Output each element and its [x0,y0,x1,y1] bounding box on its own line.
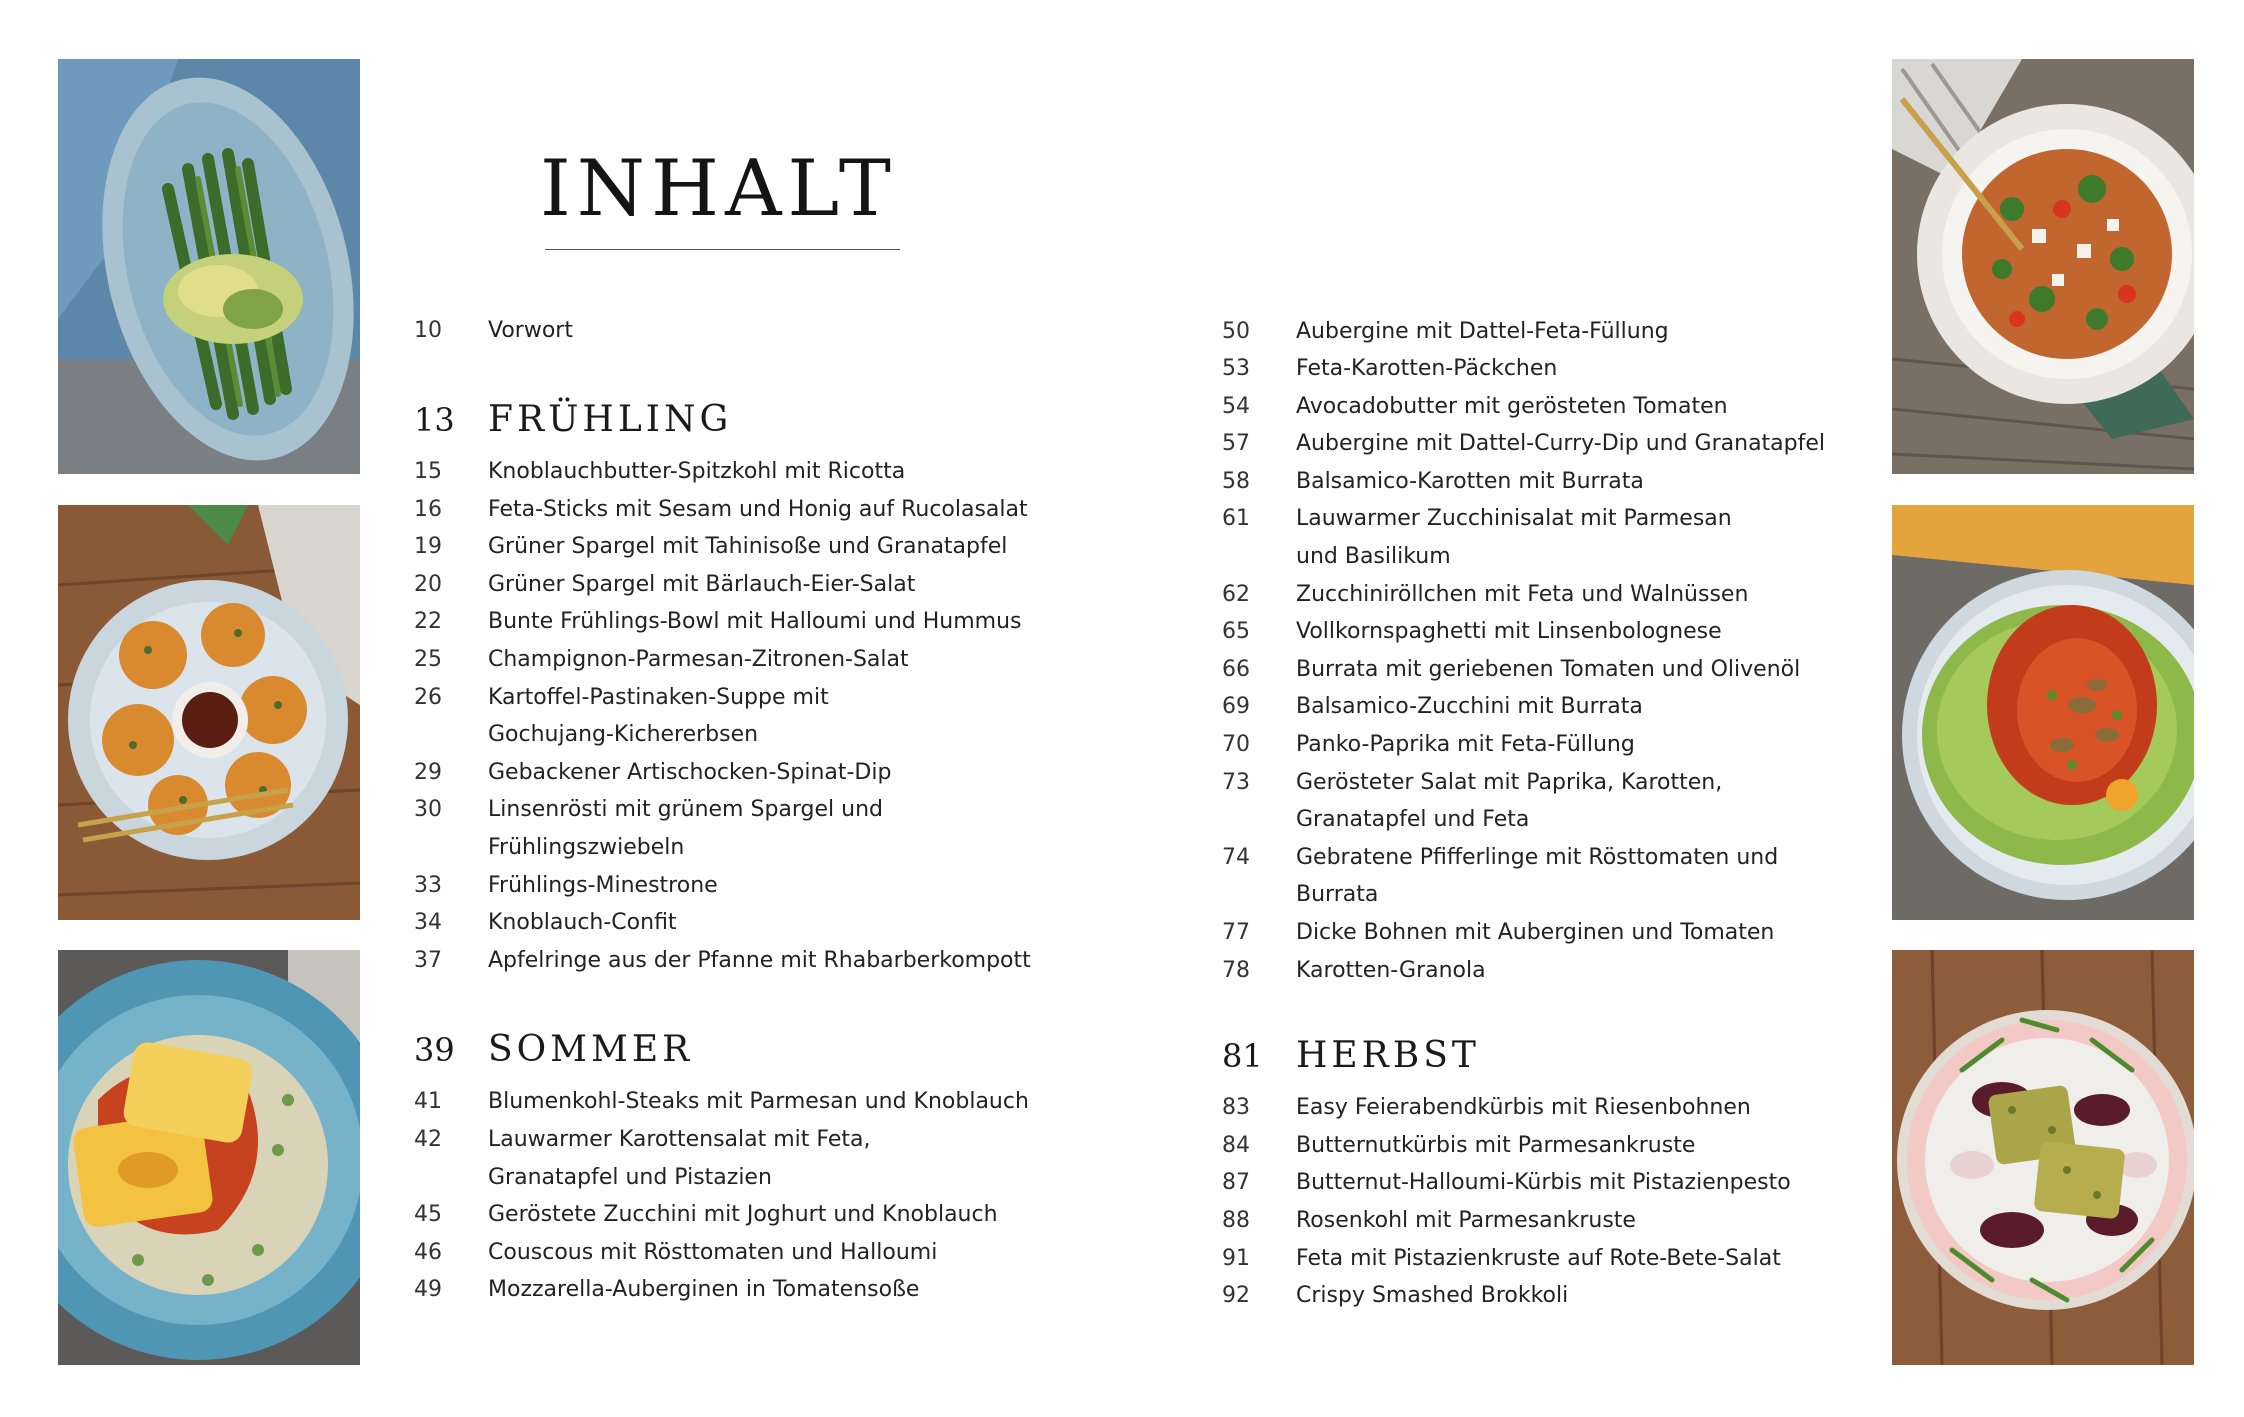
toc-entry-label: Dicke Bohnen mit Auberginen und Tomaten [1296,920,1775,945]
toc-page-number: 65 [1222,619,1250,645]
toc-page-number: 66 [1222,656,1250,682]
section-page-number: 81 [1222,1037,1263,1076]
toc-page-number: 92 [1222,1283,1250,1309]
toc-page-number: 19 [414,534,442,560]
toc-page-number: 78 [1222,957,1250,983]
toc-entry[interactable] [1222,1202,1862,1240]
toc-page-number: 91 [1222,1245,1250,1271]
toc-entry-label: Linsenrösti mit grünem Spargel und Frühlingszwiebeln [488,797,884,861]
toc-entry-label: Aubergine mit Dattel-Feta-Füllung [1296,318,1669,344]
toc-entry[interactable] [1222,388,1862,426]
toc-entry-label: Butternutkürbis mit Parmesankruste [1296,1132,1696,1158]
toc-entry[interactable] [414,679,1054,754]
toc-entry[interactable] [1222,839,1862,914]
toc-page-number: 62 [1222,581,1250,607]
toc-page-number: 15 [414,459,442,485]
toc-entry[interactable] [1222,726,1862,764]
page-title: INHALT [540,144,897,234]
toc-entry-label: Gerösteter Salat mit Paprika, Karotten, Granatapfel und Feta [1296,769,1723,833]
toc-page-number: 29 [414,759,442,785]
toc-entry-label: Couscous mit Rösttomaten und Halloumi [488,1239,938,1265]
toc-entry-label: Avocadobutter mit gerösteten Tomaten [1296,393,1728,419]
photo-pistachio-feta-beet-salad [1892,950,2194,1365]
toc-entry[interactable] [1222,688,1862,726]
toc-column-left [414,312,1054,1309]
toc-page-number: 70 [1222,732,1250,758]
toc-entry[interactable] [1222,764,1862,839]
toc-page-number: 54 [1222,393,1250,419]
toc-page-number: 42 [414,1127,442,1152]
toc-entry[interactable] [1222,1089,1862,1127]
section-heading-herbst[interactable] [1222,1035,1862,1087]
toc-entry[interactable] [414,641,1054,679]
toc-entry-label: Balsamico-Karotten mit Burrata [1296,468,1644,494]
toc-entry-label: Feta-Karotten-Päckchen [1296,356,1558,382]
toc-entry[interactable] [1222,425,1862,463]
section-title: FRÜHLING [488,399,733,441]
toc-entry-label: Feta-Sticks mit Sesam und Honig auf Rucolasalat [488,496,1028,522]
toc-entry-label: Zucchiniröllchen mit Feta und Walnüssen [1296,581,1749,607]
section-page-number: 39 [414,1031,455,1070]
photo-halloumi-couscous [58,950,360,1365]
toc-entry-label: Butternut-Halloumi-Kürbis mit Pistazienpesto [1296,1170,1791,1196]
toc-entry[interactable] [1222,313,1862,351]
toc-entry-label: Burrata mit geriebenen Tomaten und Olivenöl [1296,656,1801,682]
toc-page-number: 20 [414,571,442,597]
toc-entry[interactable] [1222,914,1862,952]
toc-entry[interactable] [414,867,1054,905]
section-heading-sommer[interactable] [414,1029,1054,1081]
toc-page-number: 26 [414,684,442,710]
toc-entry[interactable] [414,1121,1054,1196]
toc-entry-label: Feta mit Pistazienkruste auf Rote-Bete-Salat [1296,1245,1781,1271]
toc-entry-label: Mozzarella-Auberginen in Tomatensoße [488,1277,920,1303]
toc-page-number: 22 [414,609,442,635]
section-page-number: 13 [414,401,455,440]
toc-entry[interactable] [414,491,1054,529]
toc-entry-label: Blumenkohl-Steaks mit Parmesan und Knoblauch [488,1089,1029,1115]
toc-page-number: 37 [414,947,442,973]
toc-entry-label: Geröstete Zucchini mit Joghurt und Knoblauch [488,1202,998,1228]
toc-entry[interactable] [414,754,1054,792]
toc-entry[interactable] [1222,1240,1862,1278]
toc-page-number: 30 [414,797,442,823]
toc-entry-label: Knoblauchbutter-Spitzkohl mit Ricotta [488,459,906,485]
toc-page-number: 45 [414,1202,442,1228]
toc-entry[interactable] [414,1196,1054,1234]
section-heading-fruehling[interactable] [414,399,1054,451]
toc-page-number: 49 [414,1277,442,1303]
toc-entry[interactable] [1222,952,1862,990]
toc-entry[interactable] [414,791,1054,866]
toc-entry[interactable] [414,942,1054,980]
toc-page-number: 69 [1222,694,1250,720]
toc-entry-label: Aubergine mit Dattel-Curry-Dip und Granatapfel [1296,431,1826,457]
toc-entry-label: Gebackener Artischocken-Spinat-Dip [488,759,892,785]
toc-page-number: 73 [1222,769,1250,795]
toc-entry[interactable] [414,528,1054,566]
toc-page-number: 41 [414,1089,442,1115]
toc-page-number: 57 [1222,431,1250,457]
toc-entry[interactable] [1222,1164,1862,1202]
toc-page-number: 53 [1222,356,1250,382]
toc-entry-label: Knoblauch-Confit [488,910,677,936]
toc-entry[interactable] [414,453,1054,491]
toc-entry-label: Crispy Smashed Brokkoli [1296,1283,1569,1309]
toc-entry-label: Lauwarmer Zucchinisalat mit Parmesan und Basilikum [1296,506,1732,570]
toc-entry[interactable] [1222,500,1862,575]
toc-entry[interactable] [1222,463,1862,501]
toc-entry-label: Grüner Spargel mit Bärlauch-Eier-Salat [488,571,916,597]
toc-entry-label: Gebratene Pfifferlinge mit Rösttomaten und Burrata [1296,844,1779,908]
toc-page-number: 33 [414,872,442,898]
toc-column-right [1222,313,1862,1315]
toc-entry-label: Karotten-Granola [1296,957,1486,983]
toc-entry[interactable] [1222,1277,1862,1315]
photo-lentil-vegetable-salad [1892,59,2194,474]
toc-entry-label: Rosenkohl mit Parmesankruste [1296,1207,1636,1233]
toc-entry[interactable] [1222,350,1862,388]
toc-entry[interactable] [1222,613,1862,651]
toc-page-number: 87 [1222,1170,1250,1196]
photo-vegetable-fritters [58,505,360,920]
toc-entry[interactable] [1222,576,1862,614]
toc-page-number: 16 [414,496,442,522]
toc-entry-label: Vorwort [488,317,573,343]
toc-page-number: 88 [1222,1207,1250,1233]
toc-entry-label: Apfelringe aus der Pfanne mit Rhabarberkompott [488,947,1031,973]
toc-entry[interactable] [1222,1127,1862,1165]
toc-page-number: 50 [1222,318,1250,344]
toc-page-number: 84 [1222,1132,1250,1158]
toc-entry-label: Easy Feierabendkürbis mit Riesenbohnen [1296,1095,1751,1121]
toc-page-number: 74 [1222,844,1250,870]
toc-entry-label: Vollkornspaghetti mit Linsenbolognese [1296,619,1722,645]
toc-entry[interactable] [414,904,1054,942]
toc-entry-label: Frühlings-Minestrone [488,872,718,898]
section-title: SOMMER [488,1029,694,1071]
toc-entry[interactable] [1222,651,1862,689]
toc-entry[interactable] [414,1234,1054,1272]
toc-page-number: 34 [414,910,442,936]
toc-page-number: 83 [1222,1095,1250,1121]
toc-page-number: 46 [414,1239,442,1265]
toc-page-number: 10 [414,317,442,343]
section-title: HERBST [1296,1035,1480,1077]
toc-entry-label: Kartoffel-Pastinaken-Suppe mit Gochujang-Kichererbsen [488,684,829,748]
toc-page-number: 58 [1222,468,1250,494]
toc-entry-label: Champignon-Parmesan-Zitronen-Salat [488,647,909,673]
toc-entry[interactable] [414,1271,1054,1309]
toc-page-number: 61 [1222,506,1250,532]
toc-entry[interactable] [414,566,1054,604]
toc-page-number: 77 [1222,920,1250,945]
toc-entry-label: Panko-Paprika mit Feta-Füllung [1296,732,1635,758]
title-underline [545,249,900,250]
toc-entry-label: Grüner Spargel mit Tahinisoße und Granatapfel [488,534,1008,560]
toc-entry-preface[interactable] [414,312,1054,350]
toc-entry-label: Bunte Frühlings-Bowl mit Halloumi und Hummus [488,609,1022,635]
toc-page-number: 25 [414,647,442,673]
toc-entry-label: Lauwarmer Karottensalat mit Feta, Granatapfel und Pistazien [488,1127,871,1190]
photo-avocado-tomato-plate [1892,505,2194,920]
toc-entry[interactable] [414,1083,1054,1121]
photo-green-asparagus [58,59,360,474]
toc-entry-label: Balsamico-Zucchini mit Burrata [1296,694,1643,720]
toc-entry[interactable] [414,603,1054,641]
